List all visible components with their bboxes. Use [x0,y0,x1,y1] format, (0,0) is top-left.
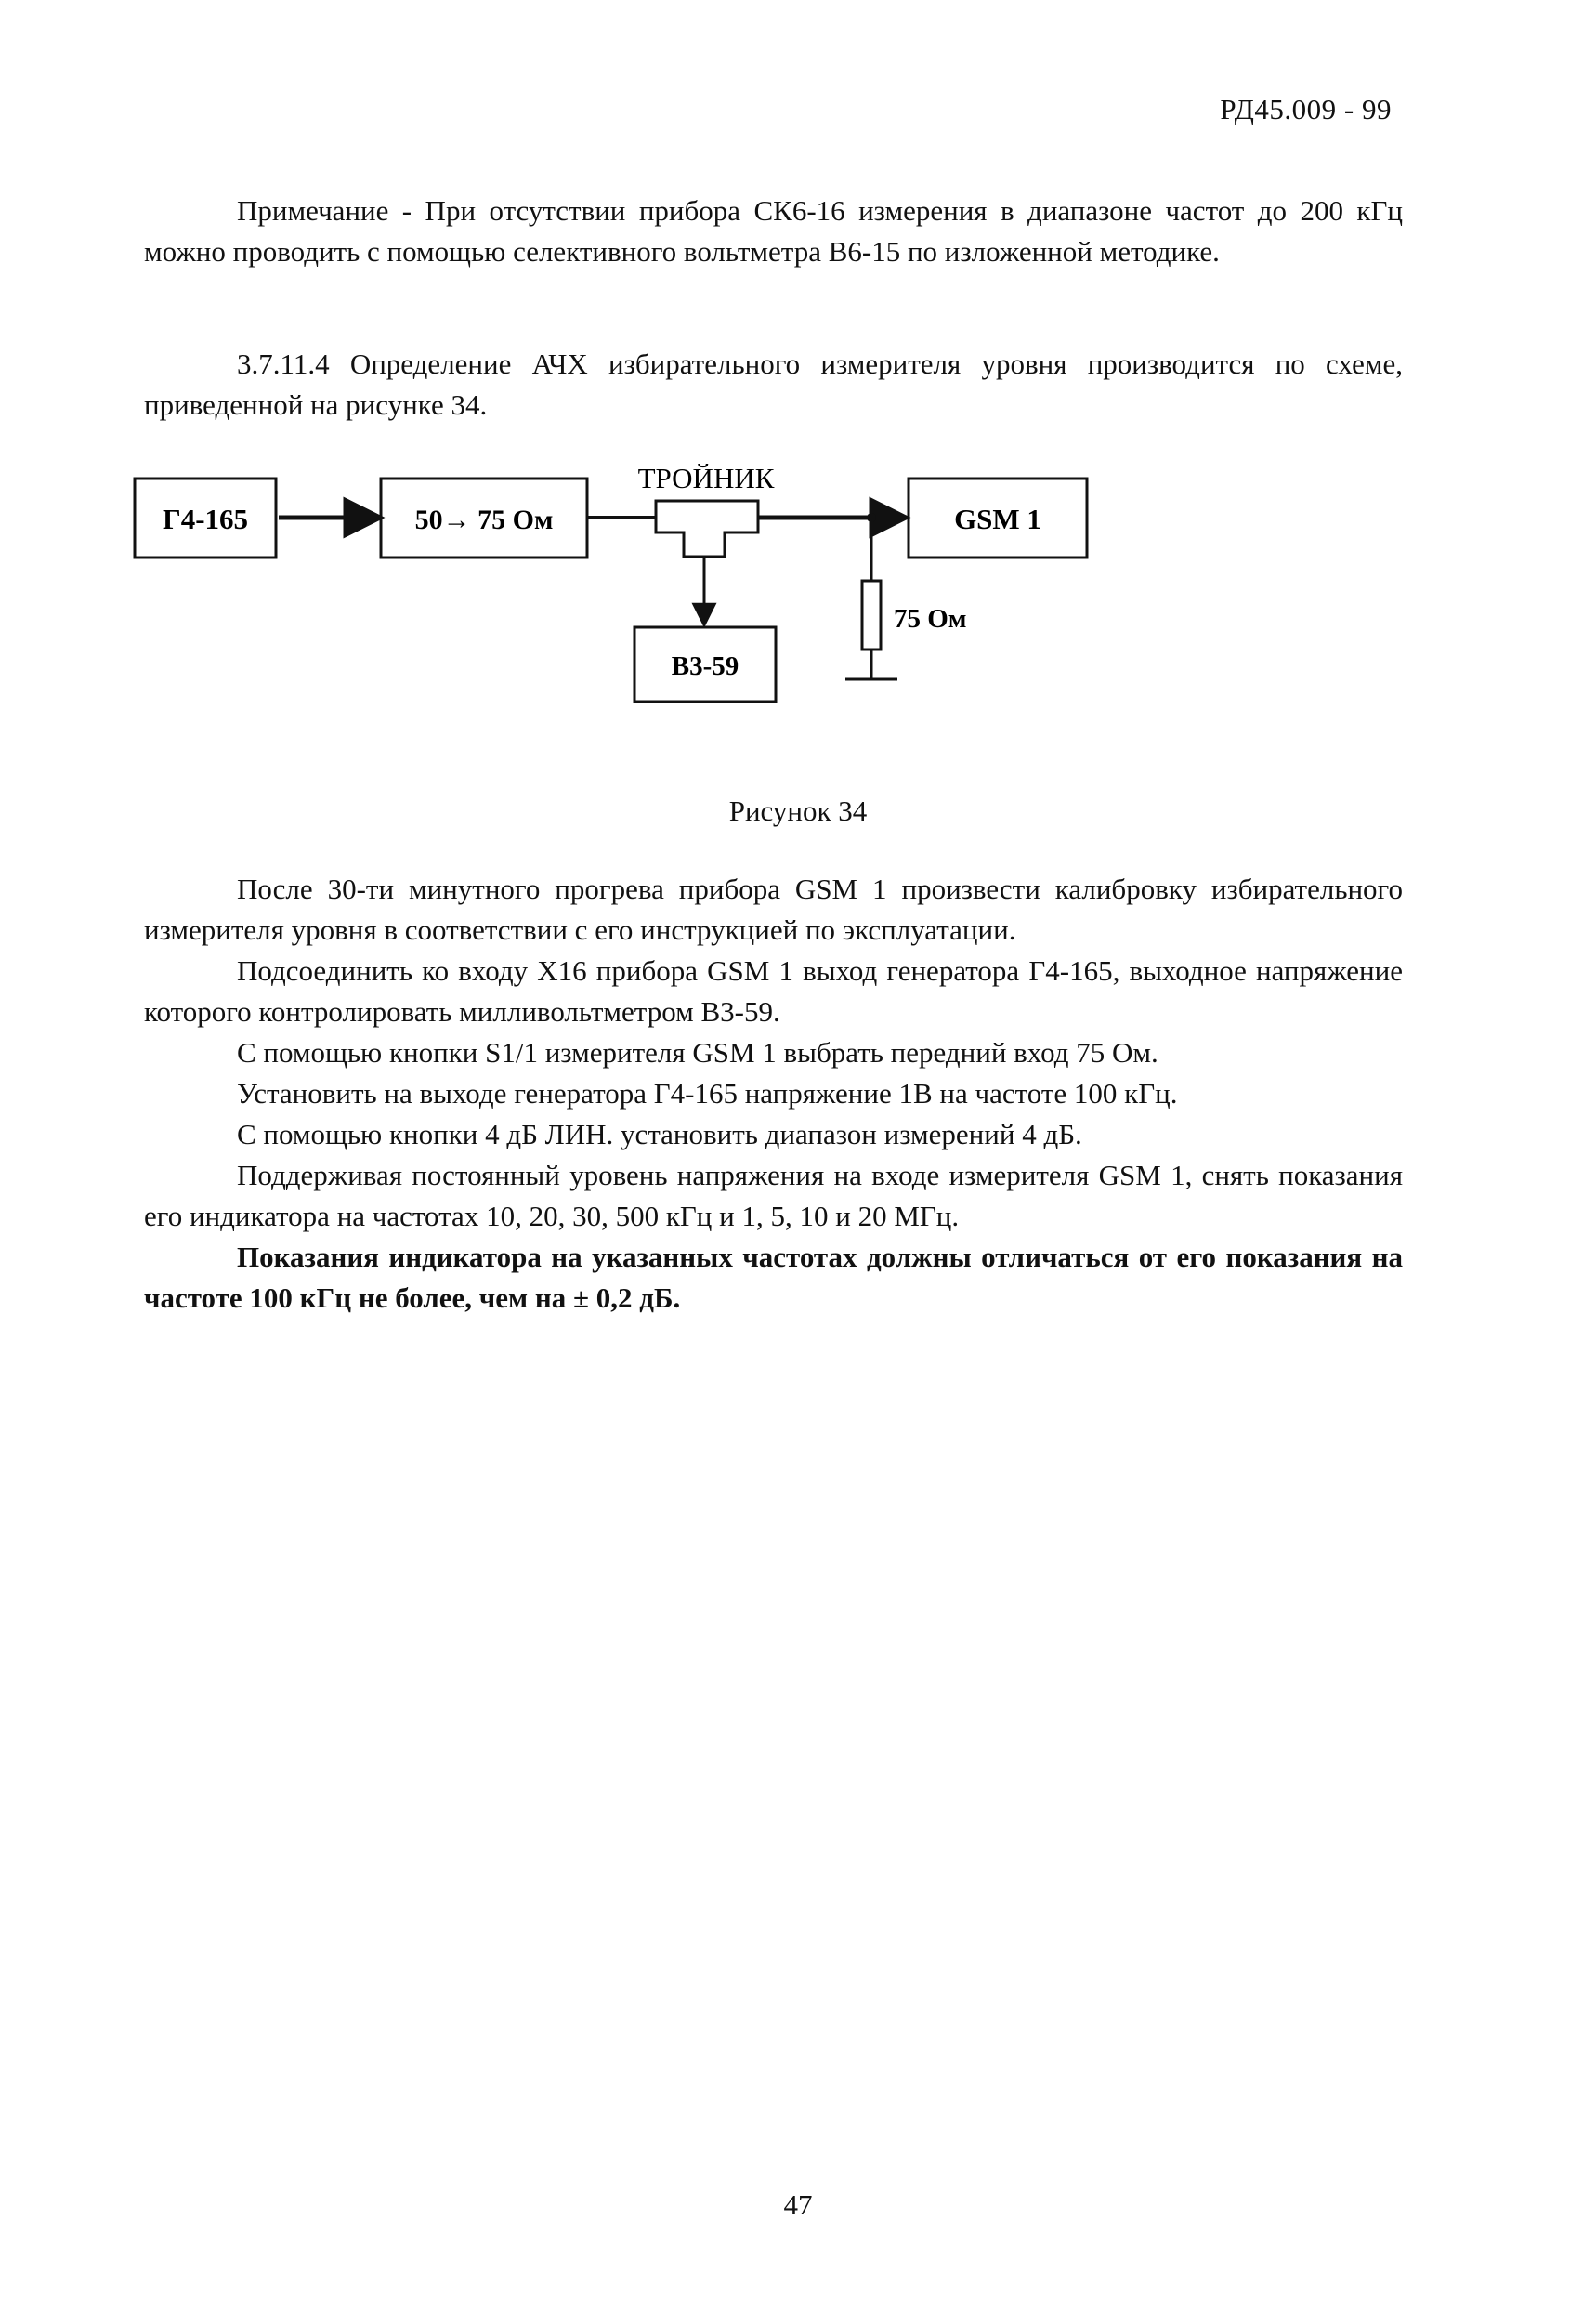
procedure-step: Поддерживая постоянный уровень напряжения на входе измерителя GSM 1, снять показания его индикатора на частотах 10, 20, 30, 500 кГц и 1, 5, 10 и 20 МГц. [144,1159,1403,1232]
resistor-body [862,581,881,650]
measurement-diagram [130,460,1115,743]
method-paragraph [144,344,1403,426]
tee-label: ТРОЙНИК [637,462,775,494]
tee-shape [656,501,758,557]
note-text: Примечание - При отсутствии прибора СК6-16 измерения в диапазоне частот до 200 кГц можно проводить с помощью селективного вольтметра В6-15 по изложенной методике. [144,194,1403,268]
procedure-step: С помощью кнопки S1/1 измерителя GSM 1 выбрать передний вход 75 Ом. [237,1036,1158,1069]
page-number: 47 [783,2188,813,2221]
meter-label: GSM 1 [954,503,1041,535]
procedure-step: С помощью кнопки 4 дБ ЛИН. установить диапазон измерений 4 дБ. [237,1118,1082,1150]
figure-caption: Рисунок 34 [728,795,868,827]
procedure-step: После 30-ти минутного прогрева прибора GSM 1 произвести калибровку избирательного измерителя уровня в соответствии с его инструкцией по эксплуатации. [144,873,1403,946]
procedure-text [144,869,1403,1319]
method-intro-text: 3.7.11.4 Определение АЧХ избирательного измерителя уровня производится по схеме, приведенной на рисунке 34. [144,348,1403,421]
procedure-step: Установить на выходе генератора Г4-165 напряжение 1В на частоте 100 кГц. [237,1077,1178,1110]
note-paragraph [144,190,1403,272]
procedure-step: Показания индикатора на указанных частотах должны отличаться от его показания на частоте 100 кГц не более, чем на ± 0,2 дБ. [144,1241,1403,1314]
generator-label: Г4-165 [162,503,249,535]
voltmeter-label: В3-59 [671,651,739,681]
resistor-label: 75 Ом [894,604,967,634]
adapter-label: 50→ 75 Ом [414,505,554,535]
procedure-step: Подсоединить ко входу Х16 прибора GSM 1 выход генератора Г4-165, выходное напряжение которого контролировать милливольтметром В3-59. [144,954,1403,1028]
document-code: РД45.009 - 99 [1220,93,1392,125]
